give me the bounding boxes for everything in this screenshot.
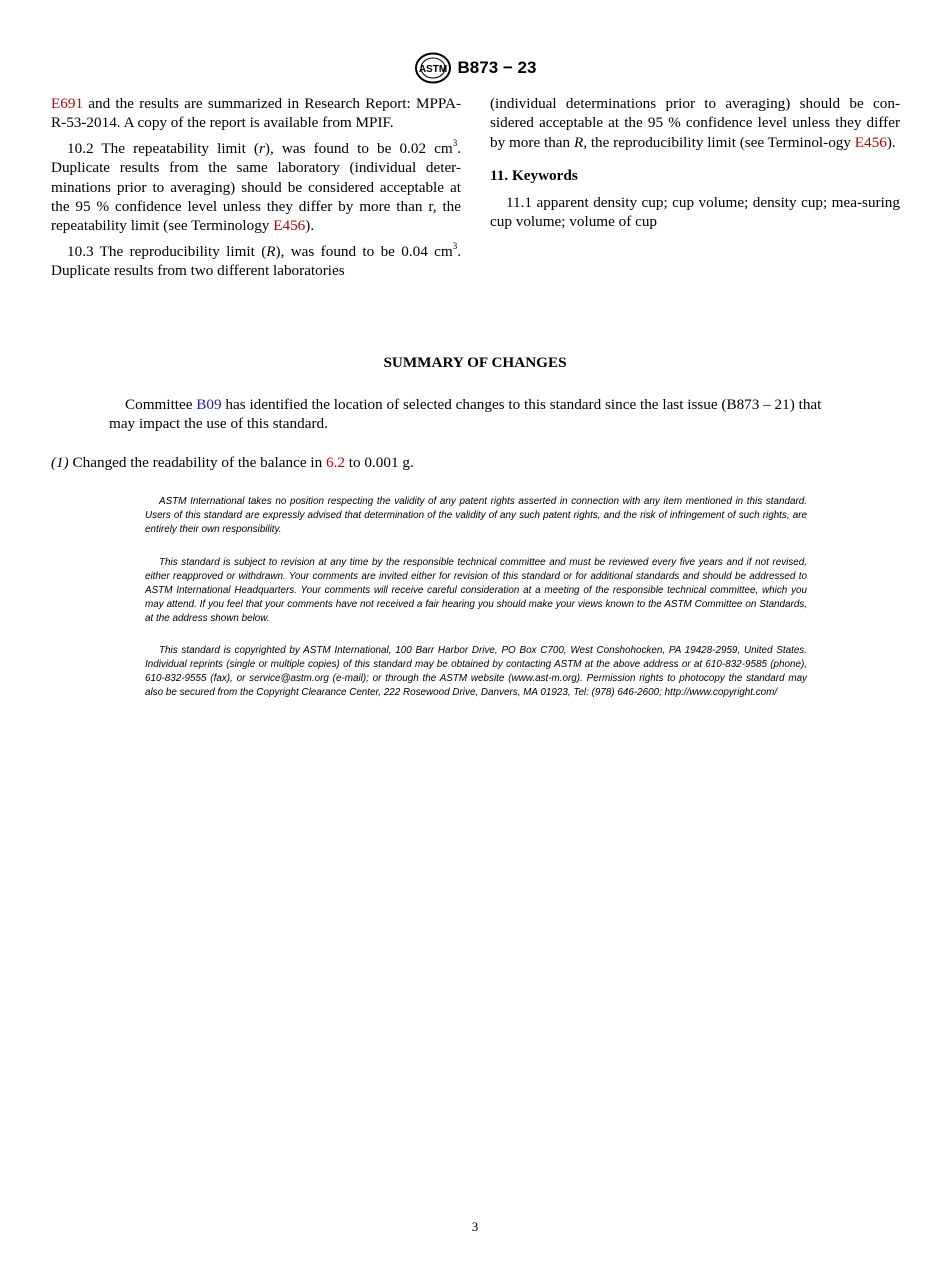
keywords-heading: 11. Keywords bbox=[490, 167, 578, 185]
committee-link-b09[interactable]: B09 bbox=[196, 396, 222, 413]
paragraph-10-3: 10.3 The reproducibility limit (R), was found to be 0.04 $cm^3$. Duplicate results from two different laboratories bbox=[51, 240, 462, 280]
left-column bbox=[51, 94, 461, 287]
paragraph-10-3-continuation: (individual determinations prior to averaging) should be con-sidered acceptable at the 95 % confidence level unless they differ by more than R, the reproducibility limit (see Terminol-ogy E456). bbox=[490, 95, 900, 151]
summary-intro: Committee B09 has identified the location of selected changes to this standard since the last issue (B873 – 21) that may impact the use of this standard. bbox=[109, 396, 822, 433]
copyright-notice: This standard is copyrighted by ASTM International, 100 Barr Harbor Drive, PO Box C700, West Conshohocken, PA 19428-2959, United States. Individual reprints (single or multiple copies) of this standard may be obtained by contacting ASTM at the above address or at 610-832-9585 (phone), 610-832-9555 (fax), or service@astm.org (e-mail); or through the ASTM website (www.ast-m.org). Permission rights to photocopy the standard may also be secured from the Copyright Clearance Center, 222 Rosewood Drive, Danvers, MA 01923, Tel: (978) 646-2600; http://www.copyright.com/ bbox=[145, 645, 807, 698]
change-item-number: (1) bbox=[51, 454, 69, 471]
paragraph-10-2: 10.2 The repeatability limit (r), was found to be 0.02 $cm^3$. Duplicate results from the same laboratory (individual deter-minations prior to averaging) should be considered acceptable at the 95 % confidence level unless they differ by more than r, the repeatability limit (see Terminology E456). bbox=[51, 137, 461, 235]
ref-link-e456[interactable]: E456 bbox=[273, 217, 306, 235]
svg-text:ASTM: ASTM bbox=[418, 64, 447, 75]
document-designation: B873 − 23 bbox=[457, 58, 537, 77]
revision-notice: This standard is subject to revision at any time by the responsible technical committee and must be reviewed every five years and if not revised, either reapproved or withdrawn. Your comments are invited either for revision of this standard or for additional standards and should be addressed to ASTM International Headquarters. Your comments will receive careful consideration at a meeting of the responsible technical committee, which you may attend. If you feel that your comments have not received a fair hearing you should make your views known to the ASTM Committee on Standards, at the address shown below. bbox=[145, 557, 807, 624]
astm-logo-icon bbox=[414, 52, 452, 84]
paragraph-continuation: E691 and the results are summarized in Research Report: MPPA-R-53-2014. A copy of the report is available from MPIF. bbox=[51, 95, 461, 132]
page-header bbox=[0, 52, 950, 84]
page-number: 3 bbox=[471, 1219, 479, 1234]
patent-notice: ASTM International takes no position respecting the validity of any patent rights asserted in connection with any item mentioned in this standard. Users of this standard are expressly advised that determination of the validity of any such patent rights, and the risk of infringement of such rights, are entirely their own responsibility. bbox=[145, 496, 807, 535]
ref-link-e456[interactable]: E456 bbox=[854, 133, 887, 151]
keywords-paragraph: 11.1 apparent density cup; cup volume; density cup; mea-suring cup volume; volume of cup bbox=[490, 193, 900, 231]
change-item: (1) Changed the readability of the balance in 6.2 to 0.001 g. bbox=[51, 454, 414, 471]
summary-of-changes-title: SUMMARY OF CHANGES bbox=[383, 354, 567, 371]
right-column bbox=[490, 94, 900, 237]
section-link-6-2[interactable]: 6.2 bbox=[325, 454, 345, 471]
ref-link-e691[interactable]: E691 bbox=[51, 95, 84, 112]
